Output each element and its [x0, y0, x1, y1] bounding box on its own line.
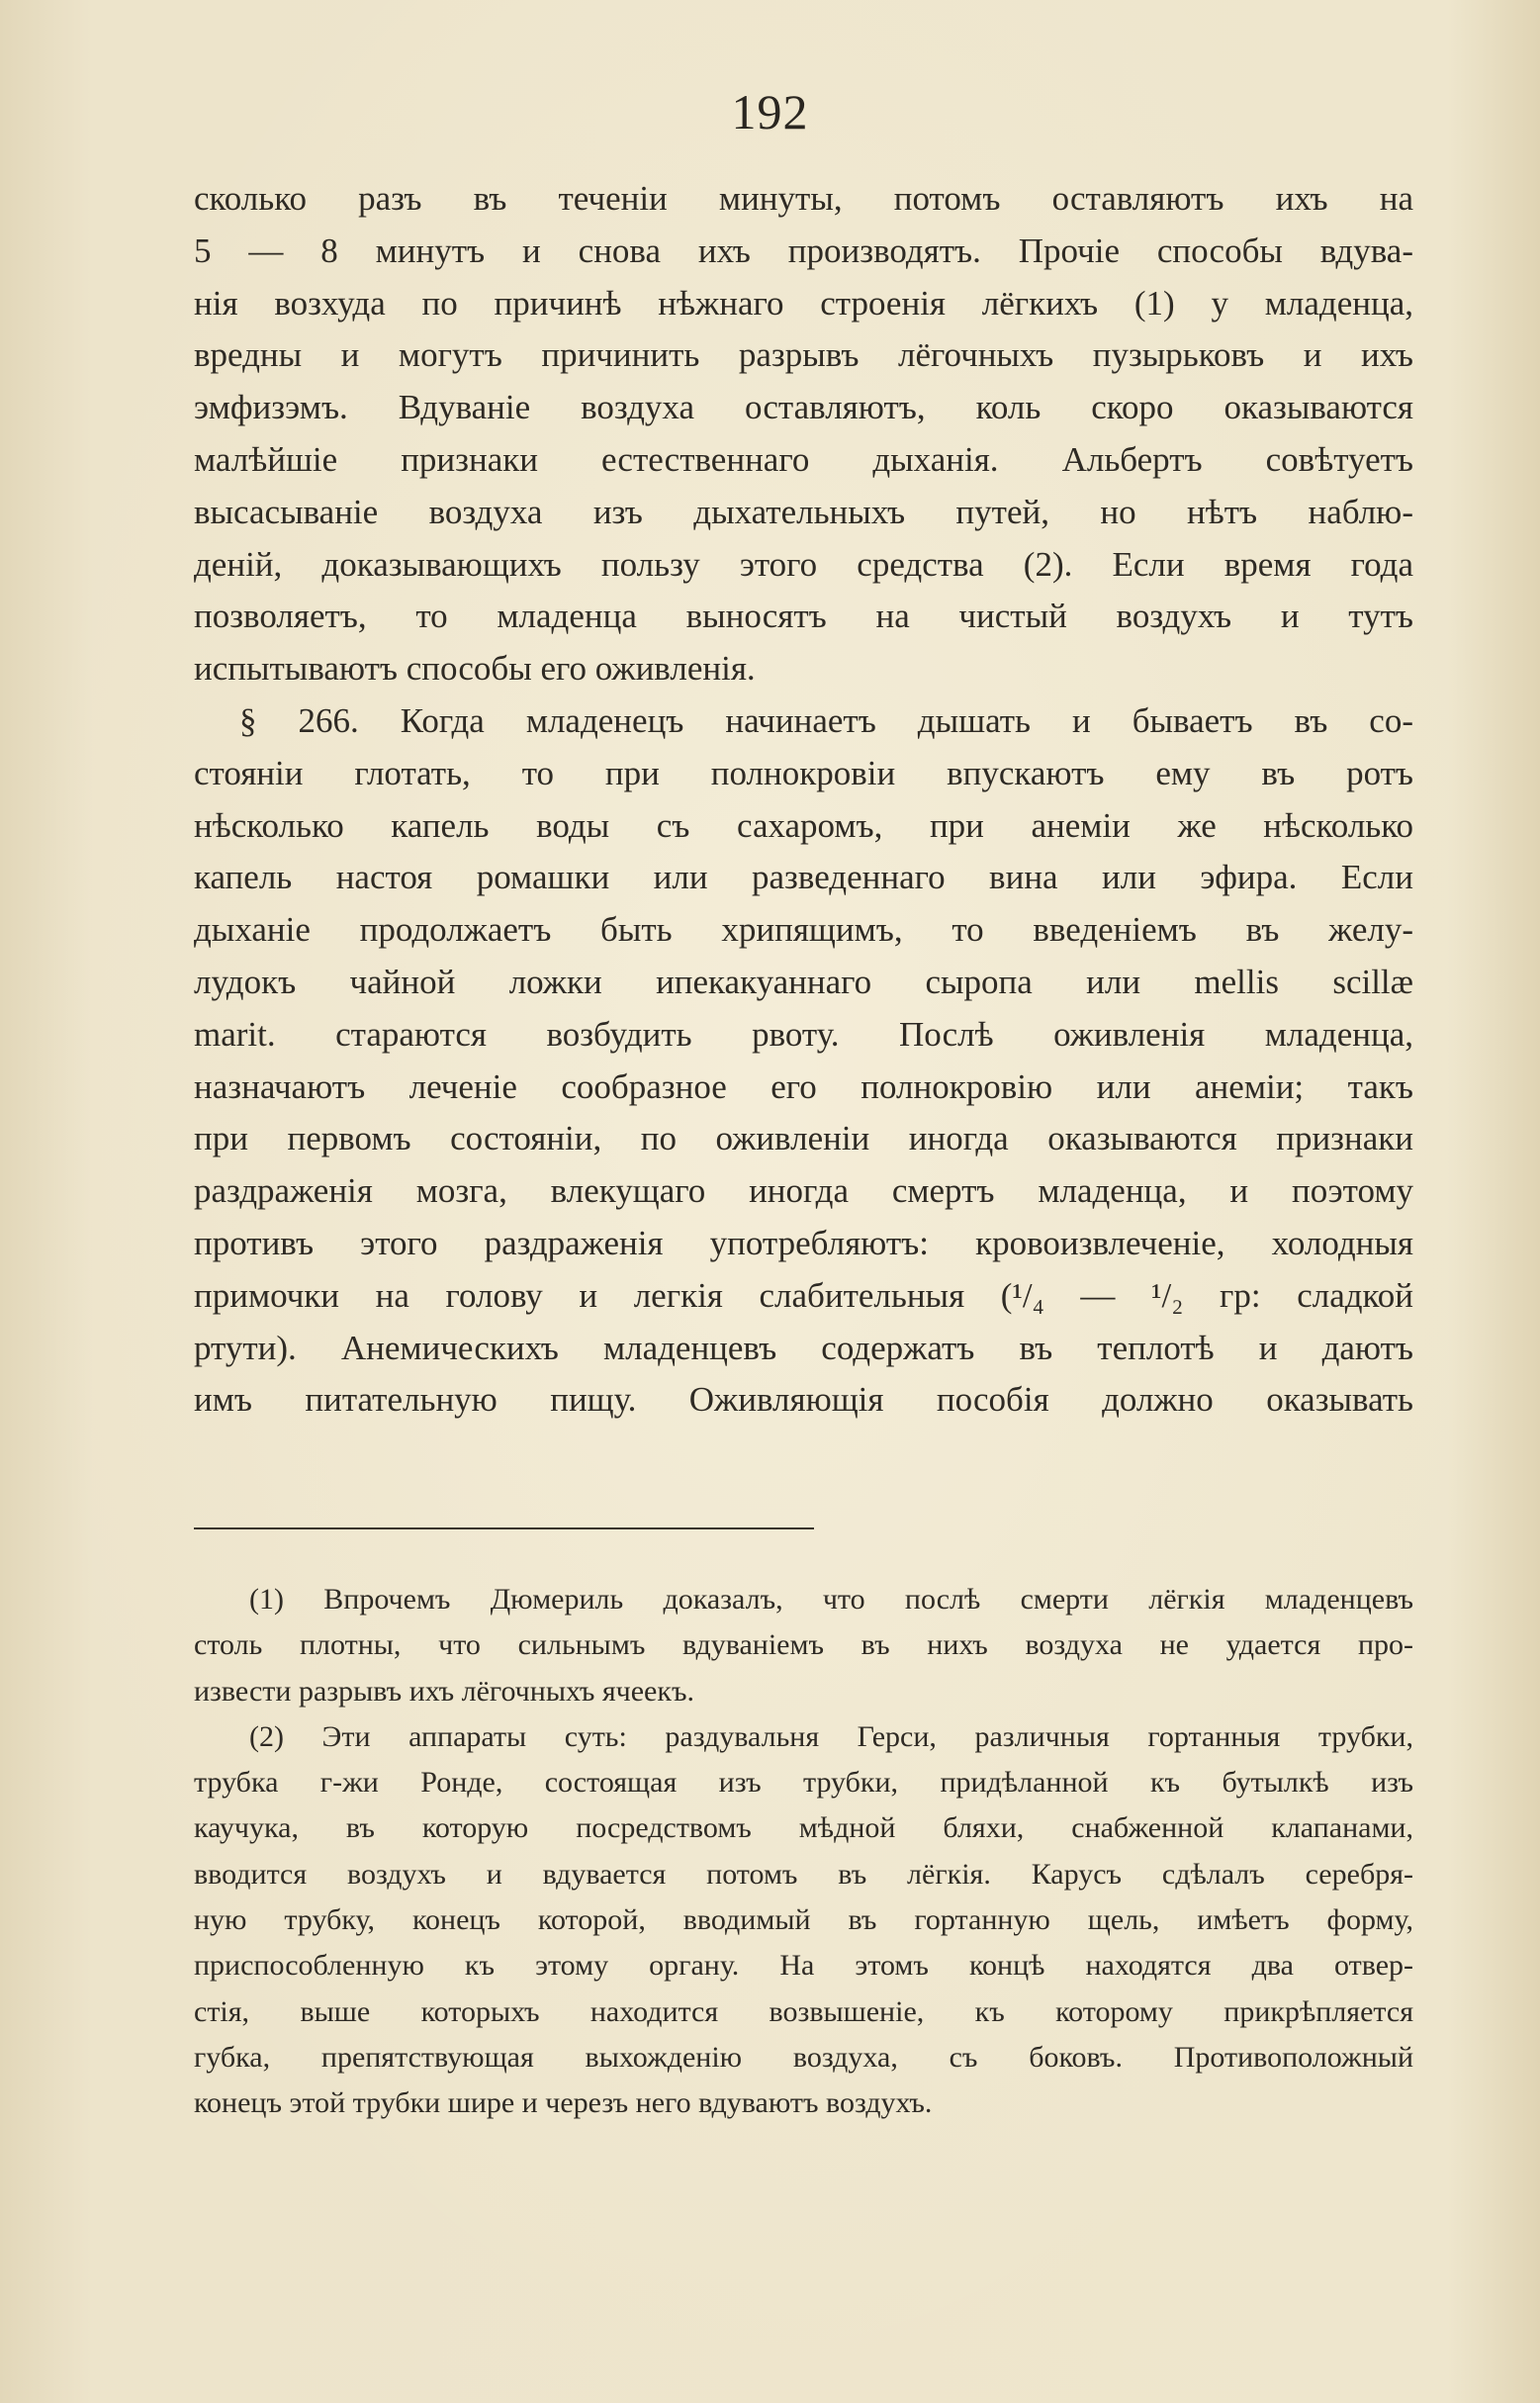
footnote-line: ную трубку, конецъ которой, вводимый въ гортанную щель, имѣетъ форму,: [194, 1903, 1413, 1937]
text-line: нѣсколько капель воды съ сахаромъ, при анеміи же нѣсколько: [194, 805, 1413, 845]
footnote-line: каучука, въ которую посредствомъ мѣдной бляхи, снабженной клапанами,: [194, 1811, 1413, 1845]
text-line: высасываніе воздуха изъ дыхательныхъ путей, но нѣтъ наблю-: [194, 492, 1413, 531]
text-line: капель настоя ромашки или разведеннаго вина или эфира. Если: [194, 858, 1413, 897]
text-line: лудокъ чайной ложки ипекакуаннаго сыропа или mellis scillæ: [194, 962, 1413, 1001]
text-line: имъ питательную пищу. Оживляющія пособія должно оказывать: [194, 1380, 1413, 1420]
footnote-line: губка, препятствующая выхожденію воздуха, съ боковъ. Противоположный: [194, 2040, 1413, 2074]
footnotes: [194, 1577, 1413, 2127]
footnote-divider: [194, 1527, 814, 1529]
text-line: marit. стараются возбудить рвоту. Послѣ оживленія младенца,: [194, 1014, 1413, 1054]
text-line: испытываютъ способы его оживленія.: [194, 649, 756, 689]
text-line: при первомъ состояніи, по оживленіи иногда оказываются признаки: [194, 1119, 1413, 1158]
text-line: нія возхуда по причинѣ нѣжнаго строенія лёгкихъ (1) у младенца,: [194, 283, 1413, 323]
footnote-line: конецъ этой трубки шире и черезъ него вдуваютъ воздухъ.: [194, 2086, 933, 2120]
text-line: вредны и могутъ причинить разрывъ лёгочныхъ пузырьковъ и ихъ: [194, 335, 1413, 375]
footnote-line: вводится воздухъ и вдувается потомъ въ лёгкія. Карусъ сдѣлалъ серебря-: [194, 1857, 1413, 1891]
text-line: противъ этого раздраженія употребляютъ: кровоизвлеченіе, холодныя: [194, 1223, 1413, 1262]
text-line: сколько разъ въ теченіи минуты, потомъ оставляютъ ихъ на: [194, 179, 1413, 218]
text-line: деній, доказывающихъ пользу этого средства (2). Если время года: [194, 544, 1413, 584]
footnote-2: (2) Эти аппараты суть: раздувальня Герси, различныя гортанныя трубки,: [249, 1719, 1413, 1753]
text-line: назначаютъ леченіе сообразное его полнокровію или анеміи; такъ: [194, 1066, 1413, 1106]
text-line: малѣйшіе признаки естественнаго дыханія. Альбертъ совѣтуетъ: [194, 439, 1413, 479]
text-line: позволяетъ, то младенца выносятъ на чистый воздухъ и тутъ: [194, 597, 1413, 636]
text-line: дыханіе продолжаетъ быть хрипящимъ, то введеніемъ въ желу-: [194, 910, 1413, 950]
text-line: ртути). Анемическихъ младенцевъ содержатъ въ теплотѣ и даютъ: [194, 1328, 1413, 1367]
footnote-line: приспособленную къ этому органу. На этомъ концѣ находятся два отвер-: [194, 1949, 1413, 1983]
text-line: примочки на голову и легкія слабительныя (¹/₄ — ¹/₂ гр: сладкой: [194, 1275, 1413, 1315]
main-text: [194, 173, 1413, 1427]
footnote-line: стія, выше которыхъ находится возвышеніе, къ которому прикрѣпляется: [194, 1994, 1413, 2028]
text-line: эмфизэмъ. Вдуваніе воздуха оставляютъ, коль скоро оказываются: [194, 388, 1413, 427]
footnote-line: извести разрывъ ихъ лёгочныхъ ячеекъ.: [194, 1674, 694, 1708]
page-number: 192: [731, 84, 809, 139]
text-line: 5 — 8 минутъ и снова ихъ производятъ. Прочіе способы вдува-: [194, 231, 1413, 270]
section-266-start: § 266. Когда младенецъ начинаетъ дышать и бываетъ въ со-: [239, 700, 1413, 740]
footnote-line: столь плотны, что сильнымъ вдуваніемъ въ нихъ воздуха не удается про-: [194, 1628, 1413, 1662]
footnote-line: трубка г-жи Ронде, состоящая изъ трубки, придѣланной къ бутылкѣ изъ: [194, 1766, 1413, 1800]
text-line: стояніи глотать, то при полнокровіи впускаютъ ему въ ротъ: [194, 753, 1413, 792]
footnote-1: (1) Впрочемъ Дюмериль доказалъ, что послѣ смерти лёгкія младенцевъ: [249, 1583, 1413, 1616]
text-line: раздраженія мозга, влекущаго иногда смертъ младенца, и поэтому: [194, 1171, 1413, 1211]
